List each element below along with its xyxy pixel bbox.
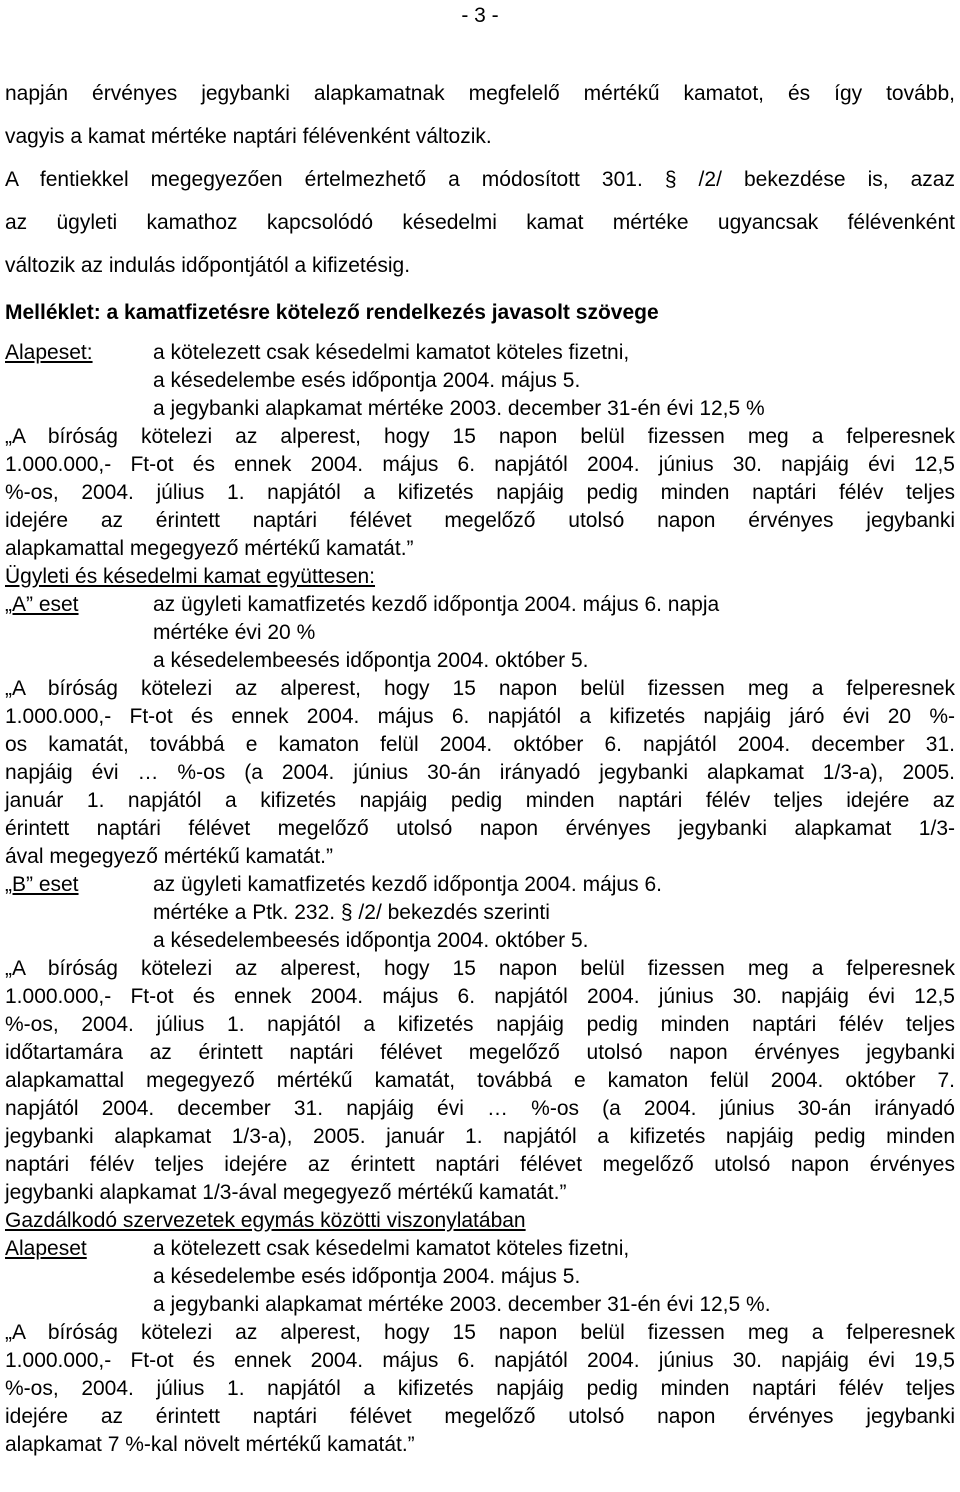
alapeset-2-line: a késedelembe esés időpontja 2004. május 5. — [153, 1265, 581, 1288]
case-b-line: a késedelembeesés időpontja 2004. október 5. — [153, 929, 589, 952]
quote-line: 1.000.000,- Ft-ot és ennek 2004. május 6. napjától a kifizetés napjáig járó évi 20 %- — [5, 705, 955, 728]
case-b-line: mértéke a Ptk. 232. § /2/ bekezdés szerinti — [153, 901, 550, 924]
intro-line: napján érvényes jegybanki alapkamatnak megfelelő mértékű kamatot, és így tovább, — [5, 82, 955, 105]
case-b-row — [5, 871, 955, 899]
quote-paragraph-1 — [5, 423, 955, 563]
alapeset-2-row — [5, 1235, 955, 1263]
case-a-row — [5, 591, 955, 619]
intro-line: változik az indulás időpontjától a kifizetésig. — [5, 254, 411, 277]
quote-line: idejére az érintett naptári félévet megelőző utolsó napon érvényes jegybanki — [5, 1405, 955, 1428]
quote-paragraph-2 — [5, 675, 955, 871]
section-title-business-entities: Gazdálkodó szervezetek egymás közötti viszonylatában — [5, 1209, 526, 1232]
quote-line: jegybanki alapkamat 1/3-a), 2005. január 1. napjától a kifizetés napjáig pedig minden — [5, 1125, 955, 1148]
quote-line: ával megegyező mértékű kamatát.” — [5, 845, 333, 868]
case-a-block — [5, 591, 955, 675]
quote-line: napjától 2004. december 31. napjáig évi … %-os (a 2004. június 30-án irányadó — [5, 1097, 955, 1120]
case-b-block — [5, 871, 955, 955]
quote-line: „A bíróság kötelezi az alperest, hogy 15 napon belül fizessen meg a felperesnek — [5, 677, 955, 700]
quote-line: %-os, 2004. július 1. napjától a kifizetés napjáig pedig minden naptári félév teljes — [5, 1377, 955, 1400]
quote-line: 1.000.000,- Ft-ot és ennek 2004. május 6. napjától 2004. június 30. napjáig évi 12,5 — [5, 453, 955, 476]
quote-paragraph-3 — [5, 955, 955, 1207]
quote-line: „A bíróság kötelezi az alperest, hogy 15 napon belül fizessen meg a felperesnek — [5, 1321, 955, 1344]
case-a-label: „A” eset — [5, 593, 79, 616]
quote-line: naptári félév teljes idejére az érintett naptári félévet megelőző utolsó napon érvényes — [5, 1153, 955, 1176]
alapeset-line: a késedelembe esés időpontja 2004. május 5. — [153, 369, 581, 392]
quote-line: napjáig évi … %-os (a 2004. június 30-án irányadó jegybanki alapkamat 1/3-a), 2005. — [5, 761, 955, 784]
quote-line: időtartamára az érintett naptári félévet megelőző utolsó napon érvényes jegybanki — [5, 1041, 955, 1064]
intro-line: vagyis a kamat mértéke naptári félévenként változik. — [5, 125, 492, 148]
case-a-line: az ügyleti kamatfizetés kezdő időpontja 2004. május 6. napja — [153, 593, 720, 616]
quote-line: „A bíróság kötelezi az alperest, hogy 15 napon belül fizessen meg a felperesnek — [5, 425, 955, 448]
intro-line: az ügyleti kamathoz kapcsolódó késedelmi kamat mértéke ugyancsak félévenként — [5, 211, 955, 234]
alapeset-2-line: a jegybanki alapkamat mértéke 2003. december 31-én évi 12,5 %. — [153, 1293, 771, 1316]
alapeset-line: a kötelezett csak késedelmi kamatot köteles fizetni, — [153, 341, 630, 364]
case-a-line: a késedelembeesés időpontja 2004. október 5. — [153, 649, 589, 672]
case-b-label: „B” eset — [5, 873, 79, 896]
quote-paragraph-4 — [5, 1319, 955, 1459]
quote-line: alapkamattal megegyező mértékű kamatát.” — [5, 537, 414, 560]
quote-line: %-os, 2004. július 1. napjától a kifizetés napjáig pedig minden naptári félév teljes — [5, 481, 955, 504]
quote-line: érintett naptári félévet megelőző utolsó napon érvényes jegybanki alapkamat 1/3- — [5, 817, 955, 840]
case-a-line: mértéke évi 20 % — [153, 621, 316, 644]
alapeset-row — [5, 339, 955, 367]
alapeset-block — [5, 339, 955, 423]
quote-line: %-os, 2004. július 1. napjától a kifizetés napjáig pedig minden naptári félév teljes — [5, 1013, 955, 1036]
quote-line: „A bíróság kötelezi az alperest, hogy 15 napon belül fizessen meg a felperesnek — [5, 957, 955, 980]
alapeset-label: Alapeset: — [5, 341, 93, 364]
quote-line: alapkamattal megegyező mértékű kamatát, továbbá e kamaton felül 2004. október 7. — [5, 1069, 955, 1092]
case-b-line: az ügyleti kamatfizetés kezdő időpontja 2004. május 6. — [153, 873, 662, 896]
quote-line: január 1. napjától a kifizetés napjáig pedig minden naptári félév teljes idejére az — [5, 789, 955, 812]
quote-line: 1.000.000,- Ft-ot és ennek 2004. május 6. napjától 2004. június 30. napjáig évi 12,5 — [5, 985, 955, 1008]
section-title-combined-interest: Ügyleti és késedelmi kamat együttesen: — [5, 565, 376, 588]
quote-line: idejére az érintett naptári félévet megelőző utolsó napon érvényes jegybanki — [5, 509, 955, 532]
document-body — [5, 72, 955, 1459]
alapeset-2-line: a kötelezett csak késedelmi kamatot köteles fizetni, — [153, 1237, 630, 1260]
page-number: - 3 - — [461, 4, 499, 27]
quote-line: alapkamat 7 %-kal növelt mértékű kamatát.” — [5, 1433, 415, 1456]
quote-line: 1.000.000,- Ft-ot és ennek 2004. május 6. napjától 2004. június 30. napjáig évi 19,5 — [5, 1349, 955, 1372]
intro-paragraph — [5, 72, 955, 287]
quote-line: os kamatát, továbbá e kamaton felül 2004. október 6. napjától 2004. december 31. — [5, 733, 955, 756]
alapeset-line: a jegybanki alapkamat mértéke 2003. december 31-én évi 12,5 % — [153, 397, 765, 420]
quote-line: jegybanki alapkamat 1/3-ával megegyező mértékű kamatát.” — [5, 1181, 567, 1204]
intro-line: A fentiekkel megegyezően értelmezhető a módosított 301. § /2/ bekezdése is, azaz — [5, 168, 955, 191]
alapeset-2-label: Alapeset — [5, 1237, 87, 1260]
appendix-heading: Melléklet: a kamatfizetésre kötelező rendelkezés javasolt szövege — [5, 301, 659, 324]
alapeset-2-block — [5, 1235, 955, 1319]
